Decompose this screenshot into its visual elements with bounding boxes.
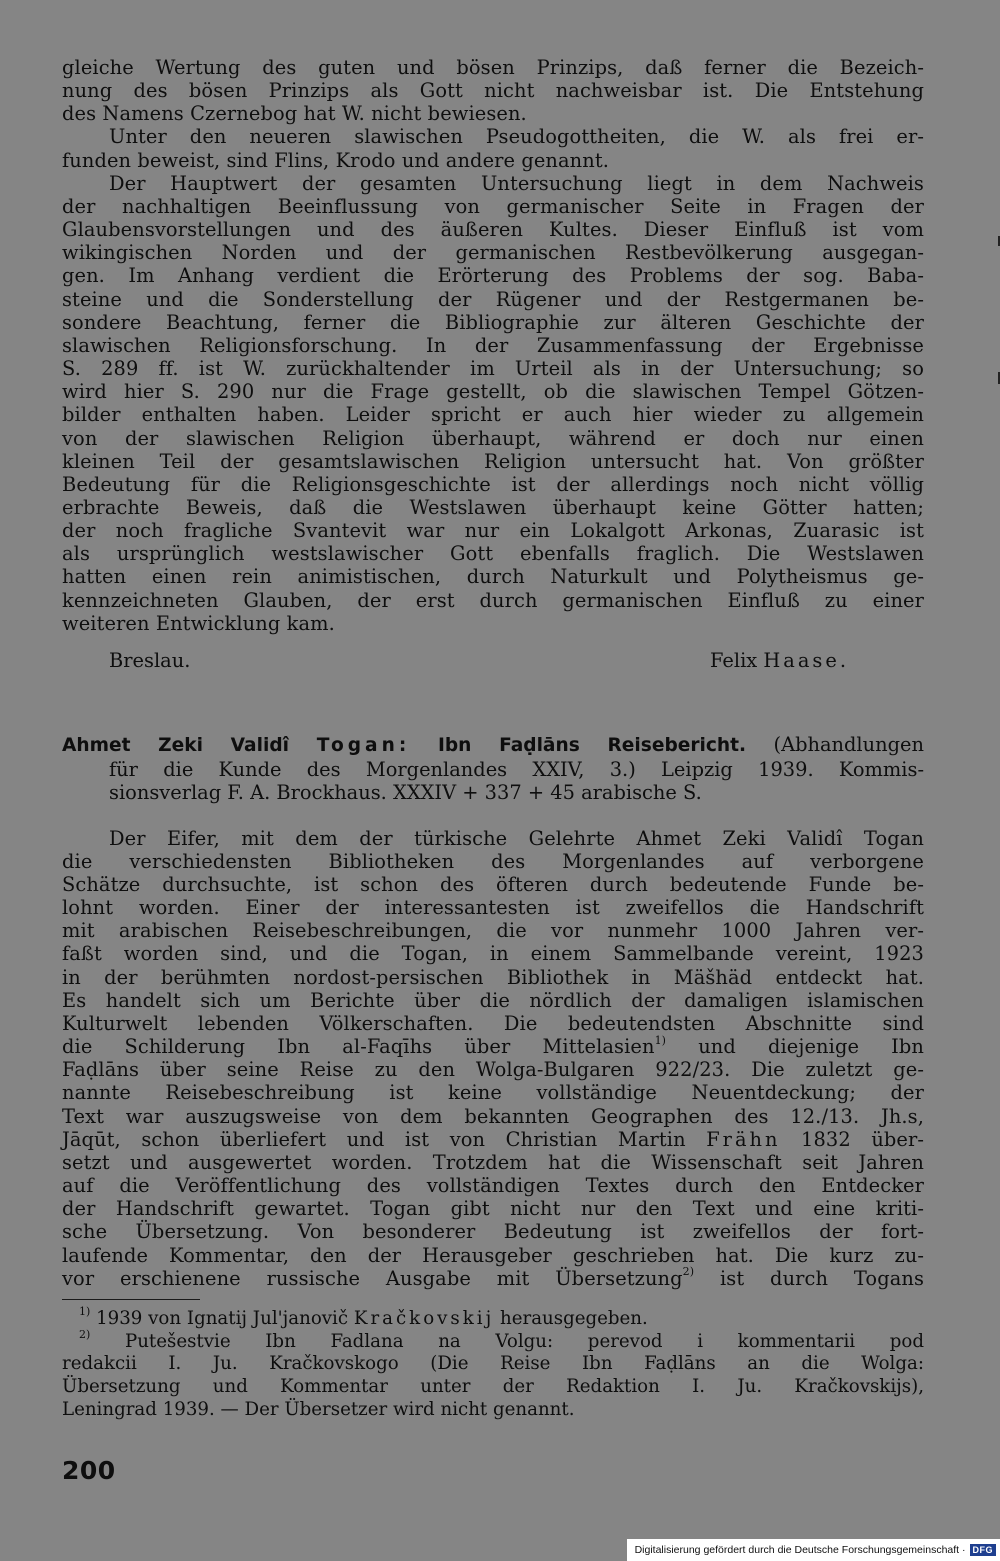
text-line: Glaubensvorstellungen und des äußeren Kultes. Dieser Einfluß ist vom xyxy=(62,218,924,242)
text-line: sche Übersetzung. Von besonderer Bedeutung ist zweifellos der fort- xyxy=(62,1220,924,1244)
text-line: gleiche Wertung des guten und bösen Prinzips, daß ferner die Bezeich- xyxy=(62,56,924,79)
text-line: steine und die Sonderstellung der Rügener und der Restgermanen be- xyxy=(62,287,924,311)
text-line: Schätze durchsuchte, ist schon des öfteren durch bedeutende Funde be- xyxy=(62,873,924,896)
text-line: des Namens Czernebog hat W. nicht bewiesen. xyxy=(62,102,527,126)
text-line: Kulturwelt lebenden Völkerschaften. Die bedeutendsten Abschnitte sind xyxy=(62,1011,924,1035)
heading-line: für die Kunde des Morgenlandes XXIV, 3.) Leipzig 1939. Kommis- xyxy=(109,757,924,781)
page-number: 200 xyxy=(62,1456,116,1485)
footnote-2 xyxy=(62,1327,924,1354)
text-line: der noch fragliche Svantevit war nur ein Lokalgott Arkonas, Zuarasic ist xyxy=(62,519,924,543)
signature-last-name: Haase. xyxy=(763,648,850,672)
text-line: Faḍlāns über seine Reise zu den Wolga-Bulgaren 922/23. Die zuletzt ge- xyxy=(62,1058,924,1082)
footnote-number: 1) xyxy=(79,1304,91,1318)
signature-first-name: Felix xyxy=(710,648,758,672)
footnote-line: Leningrad 1939. — Der Übersetzer wird nicht genannt. xyxy=(62,1399,575,1420)
dfg-logo-icon: DFG xyxy=(970,1544,997,1556)
text-line: Es handelt sich um Berichte über die nördlich der damaligen islamischen xyxy=(62,988,924,1012)
footnote-marker: 2) xyxy=(682,1265,695,1279)
text-line: kennzeichneten Glauben, der erst durch germanischen Einfluß zu einer xyxy=(62,588,924,612)
text-line xyxy=(62,1267,924,1290)
text-line: auf die Veröffentlichung des vollständigen Textes durch den Entdecker xyxy=(62,1174,924,1198)
spaced-name: Frähn xyxy=(706,1127,781,1151)
text-line: funden beweist, sind Flins, Krodo und andere genannt. xyxy=(62,148,610,172)
text-segment: Jāqūt, schon überliefert und ist von Christian Martin xyxy=(62,1127,686,1151)
footnote-line: redakcii I. Ju. Kračkovskogo (Die Reise Ibn Faḍlāns an die Wolga: xyxy=(62,1353,924,1375)
text-line: hatten einen rein animistischen, durch Naturkult und Polytheismus ge- xyxy=(62,565,924,589)
previous-review-text xyxy=(62,56,924,635)
text-line: Text war auszugsweise von dem bekannten Geographen des 12./13. Jh.s, xyxy=(62,1104,924,1128)
digitization-credit xyxy=(627,1539,1000,1561)
footnote-marker: 1) xyxy=(654,1033,667,1047)
text-line: lohnt worden. Einer der interessantesten ist zweifellos die Handschrift xyxy=(62,896,924,920)
footnote-text: Putešestvie Ibn Fadlana na Volgu: perevod i kommentarii pod xyxy=(124,1330,924,1352)
signature-name xyxy=(710,649,849,672)
footnote-text: 1939 von Ignatij Jul'janovič xyxy=(96,1307,349,1329)
text-line: gen. Im Anhang verdient die Erörterung des Problems der sog. Baba- xyxy=(62,264,924,288)
review-heading xyxy=(62,733,924,805)
text-line: sondere Beachtung, ferner die Bibliographie zur älteren Geschichte der xyxy=(62,310,924,334)
text-line: die verschiedensten Bibliotheken des Morgenlandes auf verborgene xyxy=(62,849,924,873)
text-line: Der Eifer, mit dem der türkische Gelehrte Ahmet Zeki Validî Togan xyxy=(109,826,924,850)
text-line: erbrachte Beweis, daß die Westslawen überhaupt keine Götter hatten; xyxy=(62,495,924,519)
text-line: laufende Kommentar, den der Herausgeber geschrieben hat. Die kurz zu- xyxy=(62,1243,924,1267)
text-line: als ursprünglich westslawischer Gott ebenfalls fraglich. Die Westslawen xyxy=(62,542,924,566)
text-line: slawischen Religionsforschung. In der Zusammenfassung der Ergebnisse xyxy=(62,333,924,357)
text-segment: die Schilderung Ibn al-Faqīhs über Mittelasien xyxy=(62,1035,655,1059)
text-line: weiteren Entwicklung kam. xyxy=(62,611,335,635)
text-line: mit arabischen Reisebeschreibungen, die vor nunmehr 1000 Jahren ver- xyxy=(62,919,924,943)
text-line: Unter den neueren slawischen Pseudogottheiten, die W. als frei er- xyxy=(109,125,924,149)
text-line: setzt und ausgewertet worden. Trotzdem hat die Wissenschaft seit Jahren xyxy=(62,1150,924,1174)
book-author xyxy=(62,735,746,756)
text-line xyxy=(62,1035,924,1058)
text-line: nannte Reisebeschreibung ist keine vollständige Neuentdeckung; der xyxy=(62,1081,924,1105)
margin-mark xyxy=(998,236,1000,246)
text-line: bilder enthalten haben. Leider spricht er auch hier wieder zu allgemein xyxy=(62,403,924,427)
page-content xyxy=(62,56,924,1422)
text-line: der Handschrift gewartet. Togan gibt nicht nur den Text und eine kriti- xyxy=(62,1197,924,1221)
footnote-line: Übersetzung und Kommentar unter der Redaktion I. Ju. Kračkovskijs), xyxy=(62,1376,924,1398)
footnote-text: herausgegeben. xyxy=(500,1307,648,1329)
text-line: Der Hauptwert der gesamten Untersuchung liegt in dem Nachweis xyxy=(109,171,924,195)
text-segment: 1832 über- xyxy=(801,1127,925,1151)
signature-place: Breslau. xyxy=(109,648,191,672)
bibliography-info: (Abhandlungen xyxy=(773,732,924,756)
text-line: in der berühmten nordost-persischen Bibliothek in Mäšhäd entdeckt hat. xyxy=(62,965,924,989)
text-line: wird hier S. 290 nur die Frage gestellt, ob die slawischen Tempel Götzen- xyxy=(62,380,924,404)
text-line: S. 289 ff. ist W. zurückhaltender im Urteil als in der Untersuchung; so xyxy=(62,357,924,381)
text-line: nung des bösen Prinzips als Gott nicht nachweisbar ist. Die Entstehung xyxy=(62,79,924,103)
text-segment: ist durch Togans xyxy=(720,1266,925,1290)
text-line: von der slawischen Religion überhaupt, während er doch nur einen xyxy=(62,426,924,450)
heading-line: sionsverlag F. A. Brockhaus. XXXIV + 337 + 45 arabische S. xyxy=(109,781,702,805)
spaced-name: Kračkovskij xyxy=(353,1307,495,1329)
author-first-name: Ahmet Zeki Validî xyxy=(62,734,290,756)
text-line: kleinen Teil der gesamtslawischen Religion untersucht hat. Von größter xyxy=(62,449,924,473)
footnote-divider xyxy=(62,1299,200,1300)
footnote-number: 2) xyxy=(79,1327,91,1341)
margin-mark xyxy=(998,372,1000,384)
footnote-1 xyxy=(62,1304,924,1331)
review-body-text xyxy=(62,827,924,1290)
text-line: Bedeutung für die Religionsgeschichte ist der allerdings noch nicht völlig xyxy=(62,472,924,496)
reviewer-signature xyxy=(62,649,924,677)
text-segment: und diejenige Ibn xyxy=(698,1035,925,1059)
author-last-name: Togan: xyxy=(316,734,411,756)
credit-text: Digitalisierung gefördert durch die Deutsche Forschungsgemeinschaft · xyxy=(634,1544,966,1556)
book-title: Ibn Faḍlāns Reisebericht. xyxy=(437,734,747,756)
text-line: faßt worden sind, und die Togan, in einem Sammelbande vereint, 1923 xyxy=(62,942,924,966)
heading-line xyxy=(62,733,924,758)
footnotes xyxy=(62,1304,924,1422)
text-line: der nachhaltigen Beeinflussung von germanischer Seite in Fragen der xyxy=(62,194,924,218)
text-segment: vor erschienene russische Ausgabe mit Übersetzung xyxy=(62,1266,683,1290)
text-line: wikingischen Norden und der germanischen Restbevölkerung ausgegan- xyxy=(62,241,924,265)
text-line xyxy=(62,1128,924,1151)
